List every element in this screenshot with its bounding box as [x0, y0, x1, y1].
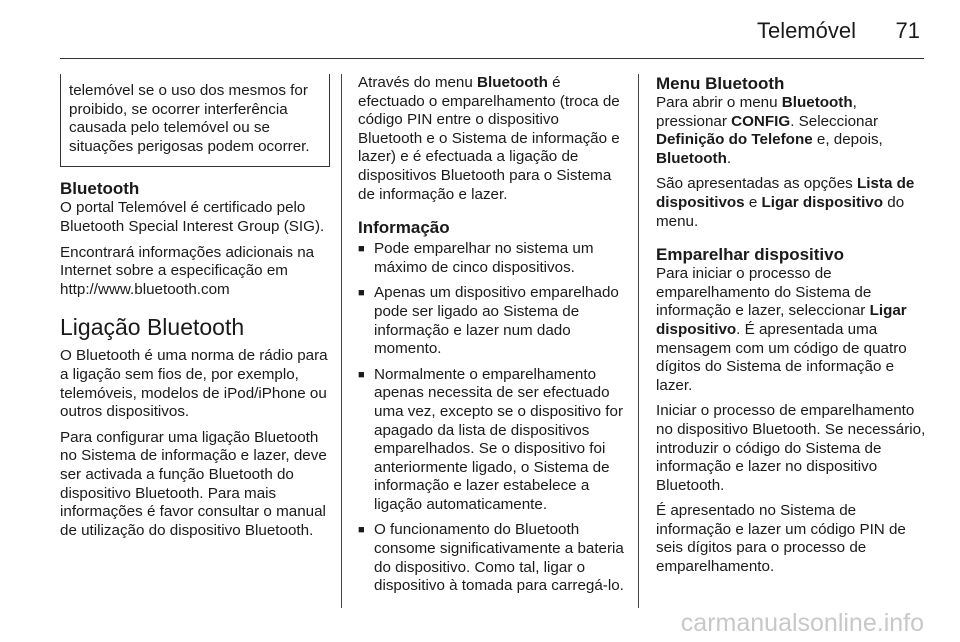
list-item: [358, 284, 626, 358]
list-item: [358, 521, 626, 595]
bullet-icon: ■: [358, 368, 365, 381]
bold-span: Ligar dispositivo: [761, 193, 884, 211]
bold-span: CONFIG: [731, 112, 791, 130]
text-span: , pressionar: [656, 94, 857, 130]
text-span: .: [726, 149, 732, 167]
pair-paragraph-3: É apresentado no Sistema de informação e lazer um código PIN de seis dígitos para o processo de emparelhamento.: [656, 502, 906, 576]
bluetooth-paragraph-1: O portal Telemóvel é certificado pelo Bluetooth Special Interest Group (SIG).: [60, 199, 325, 235]
ligacao-paragraph-1: O Bluetooth é uma norma de rádio para a ligação sem fios de, por exemplo, telemóveis, modelos de iPod/iPhone ou outros dispositivos.: [60, 347, 328, 421]
bold-span: Ligar dispositivo: [656, 302, 907, 338]
page-header: [0, 0, 960, 60]
list-item: [358, 240, 626, 277]
options-paragraph: [656, 175, 926, 231]
text-span: . Seleccionar: [790, 112, 878, 130]
pair-paragraph-1: [656, 265, 926, 395]
ligacao-heading: Ligação Bluetooth: [60, 314, 245, 341]
column-2: [358, 74, 626, 603]
bullet-icon: ■: [358, 524, 365, 537]
bold-span: Bluetooth: [656, 149, 727, 167]
list-item-text: Normalmente o emparelhamento apenas necessita de ser efectuado uma vez, excepto se o dispositivo for apagado da lista de dispositivos emparelhados. Se o dispositivo foi anteriormente ligado, o Sistema de informação e lazer estabelece a ligação automaticamente.: [374, 365, 624, 513]
text-span: do menu.: [656, 193, 905, 230]
text-span: São apresentadas as opções: [656, 175, 857, 193]
menu-bluetooth-heading: Menu Bluetooth: [656, 74, 785, 93]
warning-box: [60, 74, 330, 167]
text-span: e, depois,: [812, 131, 883, 149]
informacao-heading: Informação: [358, 218, 450, 238]
page-title: Telemóvel: [756, 18, 856, 43]
ligacao-paragraph-2: Para configurar uma ligação Bluetooth no Sistema de informação e lazer, deve ser activada a função Bluetooth do dispositivo Bluetooth. Para mais informações é favor consultar o manual de utilização do dispositivo Bluetooth.: [60, 428, 327, 539]
list-item: [358, 366, 626, 515]
menu-paragraph: [656, 94, 926, 168]
emparelhar-heading: Emparelhar dispositivo: [656, 245, 844, 265]
bold-span: Definição do Telefone: [656, 131, 813, 149]
list-item-text: Pode emparelhar no sistema um máximo de cinco dispositivos.: [374, 240, 594, 276]
bullet-icon: ■: [358, 287, 365, 300]
list-item-text: O funcionamento do Bluetooth consome significativamente a bateria do dispositivo. Como tal, ligar o dispositivo à tomada para carregá-lo.: [374, 521, 624, 595]
column-3: [656, 74, 926, 584]
text-span: Para abrir o menu: [656, 94, 782, 111]
list-item-text: Apenas um dispositivo emparelhado pode ser ligado ao Sistema de informação e lazer num dado momento.: [374, 284, 619, 358]
bullet-icon: ■: [358, 243, 365, 256]
text-span: é efectuado o emparelhamento (troca de código PIN entre o dispositivo Bluetooth e o Sistema de informação e lazer) e é efectuada a ligação de dispositivos Bluetooth para o Sistema de informação e lazer.: [358, 74, 620, 203]
bold-span: Bluetooth: [781, 94, 853, 111]
text-span: Para iniciar o processo de emparelhamento do Sistema de informação e lazer, seleccionar: [656, 265, 872, 320]
bold-span: Lista de dispositivos: [656, 175, 915, 211]
watermark: carmanualsonline.info: [680, 609, 924, 637]
pair-paragraph-2: Iniciar o processo de emparelhamento no dispositivo Bluetooth. Se necessário, introduzir o código do Sistema de informação e lazer no dispositivo Bluetooth.: [656, 402, 926, 494]
text-span: Através do menu: [358, 74, 478, 91]
page-number: 71: [895, 18, 920, 43]
menu-intro-paragraph: [358, 74, 626, 204]
column-1: [60, 74, 330, 547]
text-span: e: [744, 193, 762, 211]
info-bullet-list: [358, 240, 626, 596]
bluetooth-paragraph-2: Encontrará informações adicionais na Internet sobre a especificação em http://www.bluetooth.com: [60, 243, 315, 298]
column-divider-2: [638, 74, 639, 608]
bold-span: Bluetooth: [477, 74, 548, 91]
header-rule: [60, 58, 924, 59]
column-divider-1: [341, 74, 342, 608]
text-span: . É apresentada uma mensagem com um código de quatro dígitos do Sistema de informação e lazer.: [656, 320, 907, 394]
warning-text: telemóvel se o uso dos mesmos for proibido, se ocorrer interferência causada pelo telemóvel ou se situações perigosas podem ocorrer.: [69, 82, 310, 155]
bluetooth-heading: Bluetooth: [60, 179, 140, 199]
